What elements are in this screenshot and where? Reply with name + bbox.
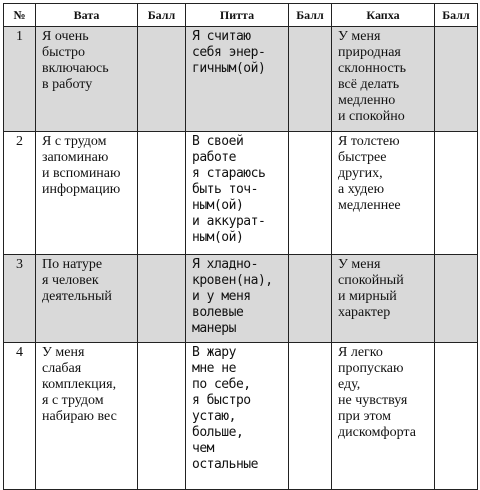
kapha-cell <box>332 343 435 490</box>
table-row <box>4 132 478 255</box>
kapha-text-line: еду, <box>338 377 361 392</box>
vata-text-line: Я очень <box>42 29 89 44</box>
table-row <box>4 27 478 132</box>
kapha-text-line: и спокойно <box>338 109 405 124</box>
kapha-text-line: при этом <box>338 409 392 424</box>
vata-text-line: По натуре <box>42 257 103 272</box>
vata-score-cell[interactable] <box>138 343 186 490</box>
pitta-text-line: Я хладно- <box>192 257 258 272</box>
vata-score-cell[interactable] <box>138 132 186 255</box>
pitta-text-line: чем <box>192 441 214 456</box>
pitta-text-line: себя энер- <box>192 45 266 60</box>
pitta-text-line: Я считаю <box>192 29 251 44</box>
header-pitta-score: Балл <box>289 4 332 27</box>
pitta-text-line: и аккурат- <box>192 214 266 229</box>
pitta-text-line: ным(ой) <box>192 230 244 245</box>
table-row <box>4 255 478 343</box>
pitta-text-line: работе <box>192 150 236 165</box>
pitta-cell <box>186 27 289 132</box>
pitta-score-cell[interactable] <box>289 132 332 255</box>
kapha-text-line: пропускаю <box>338 361 404 376</box>
kapha-text-line: других, <box>338 166 383 181</box>
vata-score-cell[interactable] <box>138 255 186 343</box>
pitta-score-cell[interactable] <box>289 255 332 343</box>
header-vata: Вата <box>36 4 138 27</box>
kapha-text-line: спокойный <box>338 273 404 288</box>
pitta-text-line: В своей <box>192 134 244 149</box>
pitta-cell <box>186 132 289 255</box>
kapha-text-line: медленно <box>338 93 396 108</box>
kapha-text-line: У меня <box>338 257 381 272</box>
pitta-text-line: и у меня <box>192 289 251 304</box>
vata-text-line: я с трудом <box>42 393 104 408</box>
kapha-text-line: Я толстею <box>338 134 400 149</box>
vata-text-line: я человек <box>42 273 99 288</box>
pitta-text-line: я быстро <box>192 393 251 408</box>
kapha-score-cell[interactable] <box>435 132 478 255</box>
kapha-text-line: склонность <box>338 61 407 76</box>
pitta-text-line: я стараюсь <box>192 166 266 181</box>
vata-text-line: включаюсь <box>42 61 109 76</box>
kapha-text-line: медленнее <box>338 198 401 213</box>
pitta-score-cell[interactable] <box>289 343 332 490</box>
row-number: 4 <box>4 343 36 490</box>
vata-cell <box>36 255 138 343</box>
header-kapha: Капха <box>332 4 435 27</box>
pitta-text-line: устаю, <box>192 409 236 424</box>
pitta-score-cell[interactable] <box>289 27 332 132</box>
pitta-text-line: кровен(на), <box>192 273 273 288</box>
vata-text-line: запоминаю <box>42 150 109 165</box>
pitta-text-line: ным(ой) <box>192 198 244 213</box>
kapha-text-line: всё делать <box>338 77 400 92</box>
kapha-text-line: быстрее <box>338 150 387 165</box>
pitta-text-line: манеры <box>192 321 236 336</box>
pitta-text-line: мне не <box>192 361 236 376</box>
kapha-text-line: Я легко <box>338 345 383 360</box>
vata-text-line: в работу <box>42 77 93 92</box>
kapha-text-line: не чувствуя <box>338 393 408 408</box>
header-row <box>4 4 478 27</box>
pitta-cell <box>186 343 289 490</box>
pitta-text-line: остальные <box>192 457 258 472</box>
pitta-text-line: по себе, <box>192 377 251 392</box>
pitta-text-line: больше, <box>192 425 244 440</box>
vata-text-line: деятельный <box>42 289 112 304</box>
kapha-text-line: характер <box>338 305 391 320</box>
kapha-score-cell[interactable] <box>435 255 478 343</box>
pitta-text-line: волевые <box>192 305 244 320</box>
vata-cell <box>36 27 138 132</box>
vata-score-cell[interactable] <box>138 27 186 132</box>
pitta-text-line: В жару <box>192 345 236 360</box>
vata-text-line: слабая <box>42 361 82 376</box>
kapha-text-line: У меня <box>338 29 381 44</box>
row-number: 2 <box>4 132 36 255</box>
header-vata-score: Балл <box>138 4 186 27</box>
kapha-cell <box>332 132 435 255</box>
pitta-text-line: быть точ- <box>192 182 258 197</box>
table-row <box>4 343 478 490</box>
kapha-text-line: природная <box>338 45 401 60</box>
vata-cell <box>36 343 138 490</box>
kapha-text-line: и мирный <box>338 289 397 304</box>
vata-text-line: и вспоминаю <box>42 166 121 181</box>
kapha-score-cell[interactable] <box>435 27 478 132</box>
vata-text-line: У меня <box>42 345 85 360</box>
vata-text-line: комплекция, <box>42 377 117 392</box>
vata-text-line: набираю вес <box>42 409 117 424</box>
row-number: 3 <box>4 255 36 343</box>
vata-text-line: быстро <box>42 45 86 60</box>
kapha-score-cell[interactable] <box>435 343 478 490</box>
kapha-cell <box>332 255 435 343</box>
header-number: № <box>4 4 36 27</box>
kapha-cell <box>332 27 435 132</box>
vata-text-line: информацию <box>42 182 121 197</box>
pitta-text-line: гичным(ой) <box>192 61 266 76</box>
dosha-questionnaire-table <box>3 3 478 490</box>
header-pitta: Питта <box>186 4 289 27</box>
pitta-cell <box>186 255 289 343</box>
header-kapha-score: Балл <box>435 4 478 27</box>
vata-cell <box>36 132 138 255</box>
vata-text-line: Я с трудом <box>42 134 107 149</box>
row-number: 1 <box>4 27 36 132</box>
kapha-text-line: дискомфорта <box>338 425 416 440</box>
kapha-text-line: а худею <box>338 182 385 197</box>
